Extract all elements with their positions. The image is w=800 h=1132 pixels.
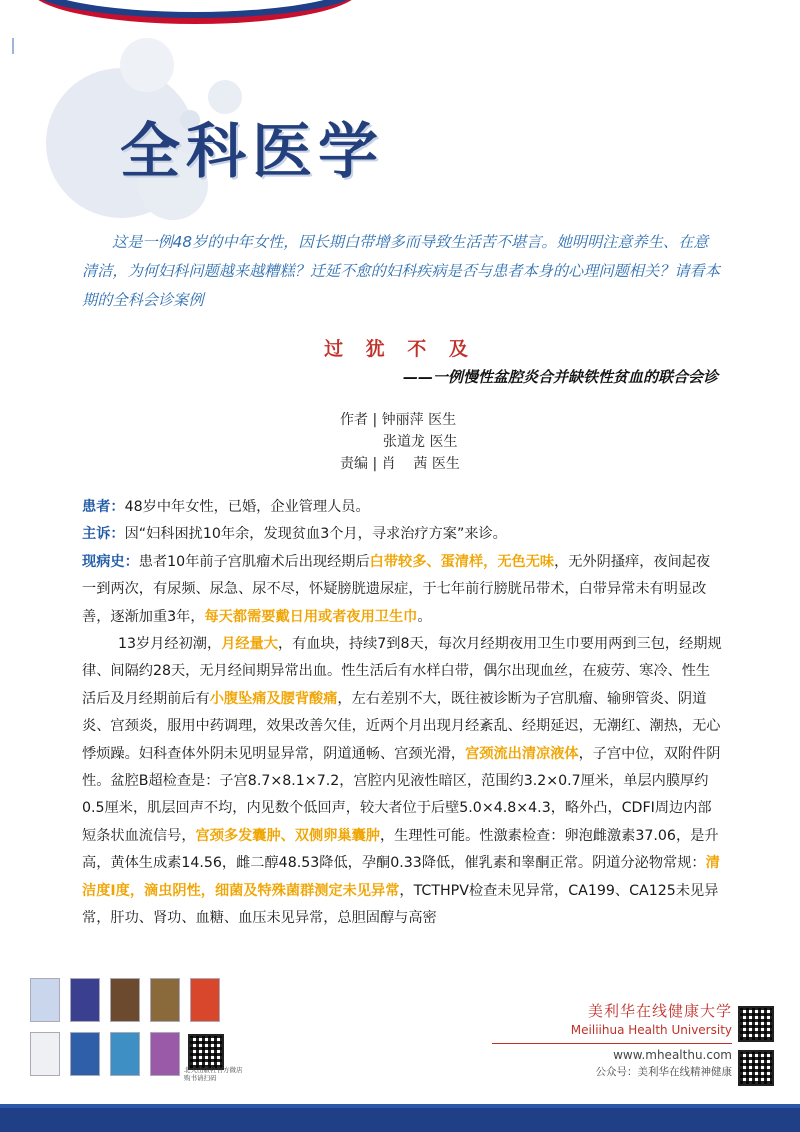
qr-code-2 <box>738 1050 774 1086</box>
decor-bubble <box>120 38 174 92</box>
book-cover-3[interactable] <box>110 978 140 1022</box>
history-paragraph <box>82 631 722 932</box>
credit-separator: | <box>372 412 378 428</box>
hpi-highlight-2: 每天都需要戴日用或者夜用卫生巾 <box>204 608 418 625</box>
divider <box>492 1043 732 1044</box>
hpi-text-3: 。 <box>417 608 432 625</box>
qr-code-1 <box>738 1006 774 1042</box>
complaint-line <box>82 521 722 548</box>
history-highlight-4: 宫颈多发囊肿、双侧卵巢囊肿 <box>195 827 380 844</box>
patient-line <box>82 494 722 521</box>
qr-caption: 北大出版社官方微店 购书请扫码 <box>184 1066 243 1082</box>
bottom-bar-stripe <box>0 1104 800 1108</box>
patient-text: 48岁中年女性，已婚，企业管理人员。 <box>124 499 370 515</box>
masthead-title: 全科医学 <box>120 117 384 187</box>
editor-name: 肖 茜 医生 <box>381 456 460 472</box>
shop-qr-code <box>188 1034 224 1070</box>
article-subtitle: ——一例慢性盆腔炎合并缺铁性贫血的联合会诊 <box>402 368 718 386</box>
editor-label: 责编 <box>340 456 368 472</box>
intro-text: 这是一例48岁的中年女性，因长期白带增多而导致生活苦不堪言。她明明注意养生、在意清洁，为何妇科问题越来越糟糕？迁延不愈的妇科疾病是否与患者本身的心理问题相关？请看本期的全科会诊案例 <box>82 233 720 309</box>
author-row-2 <box>383 432 457 452</box>
wechat-account: 公众号：美利华在线精神健康 <box>595 1066 732 1078</box>
university-name-cn: 美利华在线健康大学 <box>587 1002 732 1020</box>
intro-paragraph <box>82 228 722 315</box>
complaint-text: 因“妇科困扰10年余，发现贫血3个月，寻求治疗方案”来诊。 <box>124 526 507 543</box>
patient-label: 患者： <box>82 499 125 515</box>
editor-row <box>340 454 460 474</box>
hpi-text-1: 患者10年前子宫肌瘤术后出现经期后 <box>138 553 370 570</box>
book-cover-7[interactable] <box>70 1032 100 1076</box>
university-name-en: Meiliihua Health University <box>570 1023 732 1037</box>
author-name-2: 张道龙 医生 <box>383 434 458 450</box>
history-highlight-3: 宫颈流出清凉液体 <box>465 745 579 762</box>
book-cover-1[interactable] <box>30 978 60 1022</box>
book-cover-9[interactable] <box>150 1032 180 1076</box>
history-highlight-5: 清洁度Ⅰ度，滴虫阴性，细菌及特殊菌群测定未见异常 <box>82 855 720 899</box>
history-highlight-2: 小腹坠痛及腰背酸痛 <box>209 690 338 707</box>
side-rule <box>12 38 14 54</box>
credit-separator-2: | <box>372 456 378 472</box>
history-text-3: ，左右差别不大，既往被诊断为子宫肌瘤、输卵管炎、阴道炎、宫颈炎，服用中药调理，效果改善欠佳，近两个月出现月经紊乱、经期延迟，无潮红、潮热，无心悸烦躁。妇科查体外阴未见明显异常，阴道通畅、宫颈光滑， <box>82 690 721 762</box>
book-cover-4[interactable] <box>150 978 180 1022</box>
history-text-5: ，生理性可能。性激素检查：卵泡雌激素37.06，是升高，黄体生成素14.56，雌二醇48.53降低，孕酮0.33降低，催乳素和睾酮正常。阴道分泌物常规： <box>82 827 719 872</box>
bottom-bar <box>0 1104 800 1132</box>
author-label: 作者 <box>340 412 368 428</box>
university-branding <box>492 1000 732 1079</box>
hpi-text-2: ，无外阴搔痒，夜间起夜一到两次，有尿频、尿急、尿不尽，怀疑膀胱遗尿症，于七年前行膀胱吊带术，白带异常未有明显改善，逐渐加重3年， <box>82 553 711 625</box>
university-url[interactable]: www.mhealthu.com <box>613 1048 732 1062</box>
top-decoration <box>0 0 800 30</box>
article-title: 过 犹 不 及 <box>324 338 476 360</box>
hpi-highlight-1: 白带较多、蛋清样，无色无味 <box>369 553 555 570</box>
book-cover-5[interactable] <box>190 978 220 1022</box>
case-body <box>82 494 722 933</box>
author-row <box>340 410 456 430</box>
book-cover-6[interactable] <box>30 1032 60 1076</box>
hpi-paragraph <box>82 549 722 631</box>
history-highlight-1: 月经量大 <box>221 636 278 653</box>
book-cover-2[interactable] <box>70 978 100 1022</box>
book-cover-8[interactable] <box>110 1032 140 1076</box>
history-text-4: ，子宫中位，双附件阴性。盆腔B超检查是：子宫8.7×8.1×7.2，宫腔内见液性暗区，范围约3.2×0.7厘米，单层内膜厚约0.5厘米，肌层回声不均，内见数个低回声，较大者位于后壁5.0×4.8×4.3，略外凸，CDFI周边内部短条状血流信号， <box>82 745 721 844</box>
history-text-6: ，TCTHPV检查未见异常，CA199、CA125未见异常，肝功、肾功、血糖、血压未见异常，总胆固醇与高密 <box>82 882 719 927</box>
hpi-label: 现病史： <box>82 553 139 570</box>
author-name-1: 钟丽萍 医生 <box>381 412 457 428</box>
complaint-label: 主诉： <box>82 526 125 543</box>
history-text-2: ，有血块，持续7到8天，每次月经期夜用卫生巾要用两到三包，经期规律、间隔约28天，无月经间期异常出血。性生活后有水样白带，偶尔出现血丝，在疲劳、寒冷、性生活后及月经期前后有 <box>82 636 722 707</box>
history-text-1: 13岁月经初潮， <box>118 636 222 653</box>
